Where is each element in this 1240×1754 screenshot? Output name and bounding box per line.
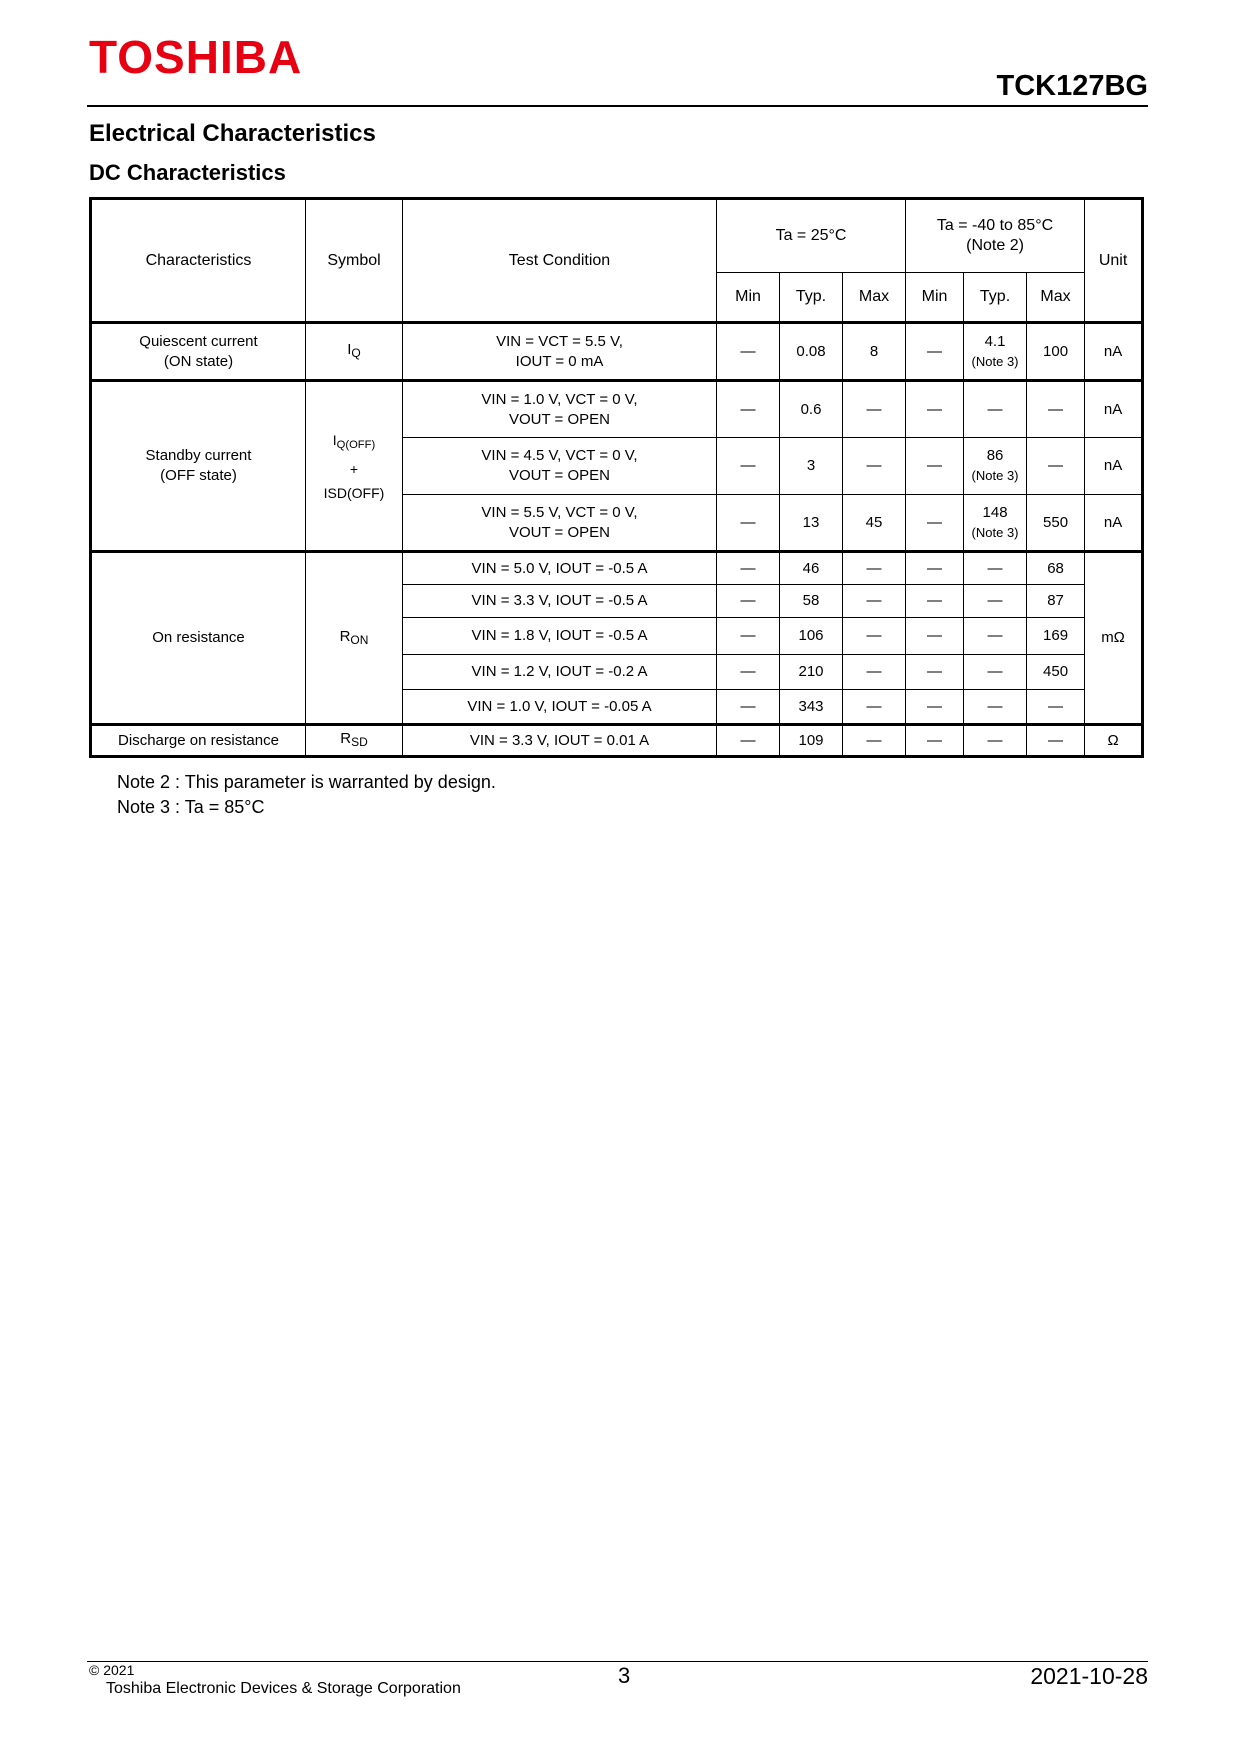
standby-3-max-range: 550: [1027, 495, 1085, 552]
ron-2-min25: —: [717, 585, 780, 618]
standby-name-line1: Standby current: [145, 447, 252, 464]
ron-2-max-range: 87: [1027, 585, 1085, 618]
section-title: Electrical Characteristics: [89, 120, 376, 147]
standby-symbol-line3: ISD(OFF): [323, 484, 385, 501]
ron-5-min-range: —: [906, 690, 964, 725]
standby-1-max-range: —: [1027, 381, 1085, 438]
discharge-condition: VIN = 3.3 V, IOUT = 0.01 A: [403, 725, 717, 757]
quiescent-symbol: [306, 323, 403, 381]
ron-5-condition: VIN = 1.0 V, IOUT = -0.05 A: [403, 690, 717, 725]
ron-3-max-range: 169: [1027, 618, 1085, 655]
table-row-quiescent: [91, 323, 1143, 381]
publish-date: 2021-10-28: [1030, 1663, 1148, 1689]
standby-3-unit: nA: [1085, 495, 1143, 552]
standby-2-max25: —: [843, 438, 906, 495]
ron-3-condition: VIN = 1.8 V, IOUT = -0.5 A: [403, 618, 717, 655]
notes: [117, 770, 496, 820]
discharge-typ-range: —: [964, 725, 1027, 757]
quiescent-typ-range-value: 4.1: [984, 332, 1006, 350]
header-typ-25: Typ.: [780, 273, 843, 323]
discharge-max-range: —: [1027, 725, 1085, 757]
note-2: Note 2 : This parameter is warranted by design.: [117, 772, 496, 792]
table-row-standby-1: [91, 381, 1143, 438]
standby-2-typ-range: 86 (Note 3): [964, 438, 1027, 495]
table-row-discharge: [91, 725, 1143, 757]
table-row-ron-1: [91, 552, 1143, 585]
ron-unit: mΩ: [1085, 552, 1143, 725]
header-rule: [87, 105, 1148, 107]
ron-4-typ25: 210: [780, 655, 843, 690]
standby-3-typ-range: 148 (Note 3): [964, 495, 1027, 552]
ron-2-typ-range: —: [964, 585, 1027, 618]
discharge-min25: —: [717, 725, 780, 757]
quiescent-max-range: 100: [1027, 323, 1085, 381]
section-subtitle: DC Characteristics: [89, 160, 286, 185]
note-3: Note 3 : Ta = 85°C: [117, 797, 265, 817]
standby-name-line2: (OFF state): [160, 467, 237, 484]
standby-symbol: [306, 381, 403, 552]
standby-3-min25: —: [717, 495, 780, 552]
quiescent-condition: [403, 323, 717, 381]
header-typ-range: Typ.: [964, 273, 1027, 323]
header-ta25: Ta = 25°C: [717, 199, 906, 273]
standby-1-unit: nA: [1085, 381, 1143, 438]
ron-3-typ-range: —: [964, 618, 1027, 655]
quiescent-unit: nA: [1085, 323, 1143, 381]
discharge-symbol: $R_{SD}$: [306, 725, 403, 757]
standby-symbol-plus: +: [349, 460, 359, 477]
quiescent-cond-line1: VIN = VCT = 5.5 V,: [496, 332, 623, 350]
ron-5-max-range: —: [1027, 690, 1085, 725]
header-test-condition: Test Condition: [403, 199, 717, 323]
quiescent-max25: 8: [843, 323, 906, 381]
standby-2-unit: nA: [1085, 438, 1143, 495]
ron-4-max-range: 450: [1027, 655, 1085, 690]
standby-1-max25: —: [843, 381, 906, 438]
quiescent-cond-line2: IOUT = 0 mA: [515, 352, 604, 370]
dc-characteristics-table: [89, 197, 1144, 758]
ron-3-max25: —: [843, 618, 906, 655]
part-number: TCK127BG: [996, 70, 1148, 102]
ron-1-min-range: —: [906, 552, 964, 585]
ron-1-typ-range: —: [964, 552, 1027, 585]
standby-2-min25: —: [717, 438, 780, 495]
standby-3-max25: 45: [843, 495, 906, 552]
quiescent-min-range: —: [906, 323, 964, 381]
standby-3-typ25: 13: [780, 495, 843, 552]
page-number: 3: [618, 1663, 631, 1688]
quiescent-typ-range: [964, 323, 1027, 381]
ron-symbol: $R_{ON}$: [306, 552, 403, 725]
footer-rule: [87, 1661, 1148, 1662]
ron-1-condition: VIN = 5.0 V, IOUT = -0.5 A: [403, 552, 717, 585]
standby-1-typ-range: —: [964, 381, 1027, 438]
toshiba-logo: TOSHIBA: [89, 31, 303, 83]
ron-4-min25: —: [717, 655, 780, 690]
standby-3-condition: VIN = 5.5 V, VCT = 0 V, VOUT = OPEN: [403, 495, 717, 552]
header-unit: Unit: [1085, 199, 1143, 323]
header-symbol: Symbol: [306, 199, 403, 323]
header-ta-range-note: (Note 2): [966, 237, 1024, 254]
ron-1-typ25: 46: [780, 552, 843, 585]
ron-5-max25: —: [843, 690, 906, 725]
ron-4-min-range: —: [906, 655, 964, 690]
standby-2-min-range: —: [906, 438, 964, 495]
ron-2-max25: —: [843, 585, 906, 618]
ron-1-min25: —: [717, 552, 780, 585]
ron-2-min-range: —: [906, 585, 964, 618]
standby-2-condition: VIN = 4.5 V, VCT = 0 V, VOUT = OPEN: [403, 438, 717, 495]
ron-2-condition: VIN = 3.3 V, IOUT = -0.5 A: [403, 585, 717, 618]
ron-3-min-range: —: [906, 618, 964, 655]
ron-5-min25: —: [717, 690, 780, 725]
standby-2-max-range: —: [1027, 438, 1085, 495]
ron-4-typ-range: —: [964, 655, 1027, 690]
quiescent-symbol-sub: Q: [351, 346, 361, 360]
discharge-unit: Ω: [1085, 725, 1143, 757]
standby-1-typ25: 0.6: [780, 381, 843, 438]
ron-5-typ-range: —: [964, 690, 1027, 725]
ron-4-condition: VIN = 1.2 V, IOUT = -0.2 A: [403, 655, 717, 690]
standby-3-min-range: —: [906, 495, 964, 552]
quiescent-name-line1: Quiescent current: [139, 332, 258, 350]
header-min-range: Min: [906, 273, 964, 323]
standby-symbol-line1: $I_{Q(OFF)}$: [332, 431, 376, 451]
header-ta-range-text: Ta = -40 to 85°C: [936, 217, 1054, 234]
ron-name: On resistance: [91, 552, 306, 725]
standby-1-min-range: —: [906, 381, 964, 438]
copyright: © 2021: [89, 1662, 135, 1678]
standby-1-min25: —: [717, 381, 780, 438]
header-max-range: Max: [1027, 273, 1085, 323]
quiescent-typ25: 0.08: [780, 323, 843, 381]
quiescent-min25: —: [717, 323, 780, 381]
ron-3-min25: —: [717, 618, 780, 655]
discharge-min-range: —: [906, 725, 964, 757]
ron-1-max-range: 68: [1027, 552, 1085, 585]
quiescent-typ-range-note: (Note 3): [971, 353, 1019, 369]
discharge-typ25: 109: [780, 725, 843, 757]
standby-2-typ25: 3: [780, 438, 843, 495]
ron-5-typ25: 343: [780, 690, 843, 725]
header-max-25: Max: [843, 273, 906, 323]
quiescent-symbol-main: I: [347, 341, 352, 358]
ron-1-max25: —: [843, 552, 906, 585]
standby-name: [91, 381, 306, 552]
discharge-name: Discharge on resistance: [91, 725, 306, 757]
ron-3-typ25: 106: [780, 618, 843, 655]
ron-2-typ25: 58: [780, 585, 843, 618]
corporation: Toshiba Electronic Devices & Storage Corporation: [106, 1680, 461, 1697]
header-characteristics: Characteristics: [91, 199, 306, 323]
standby-1-condition: VIN = 1.0 V, VCT = 0 V, VOUT = OPEN: [403, 381, 717, 438]
quiescent-name-line2: (ON state): [163, 352, 234, 370]
header-min-25: Min: [717, 273, 780, 323]
header-ta-range: [906, 199, 1085, 273]
quiescent-name: [91, 323, 306, 381]
discharge-max25: —: [843, 725, 906, 757]
ron-4-max25: —: [843, 655, 906, 690]
